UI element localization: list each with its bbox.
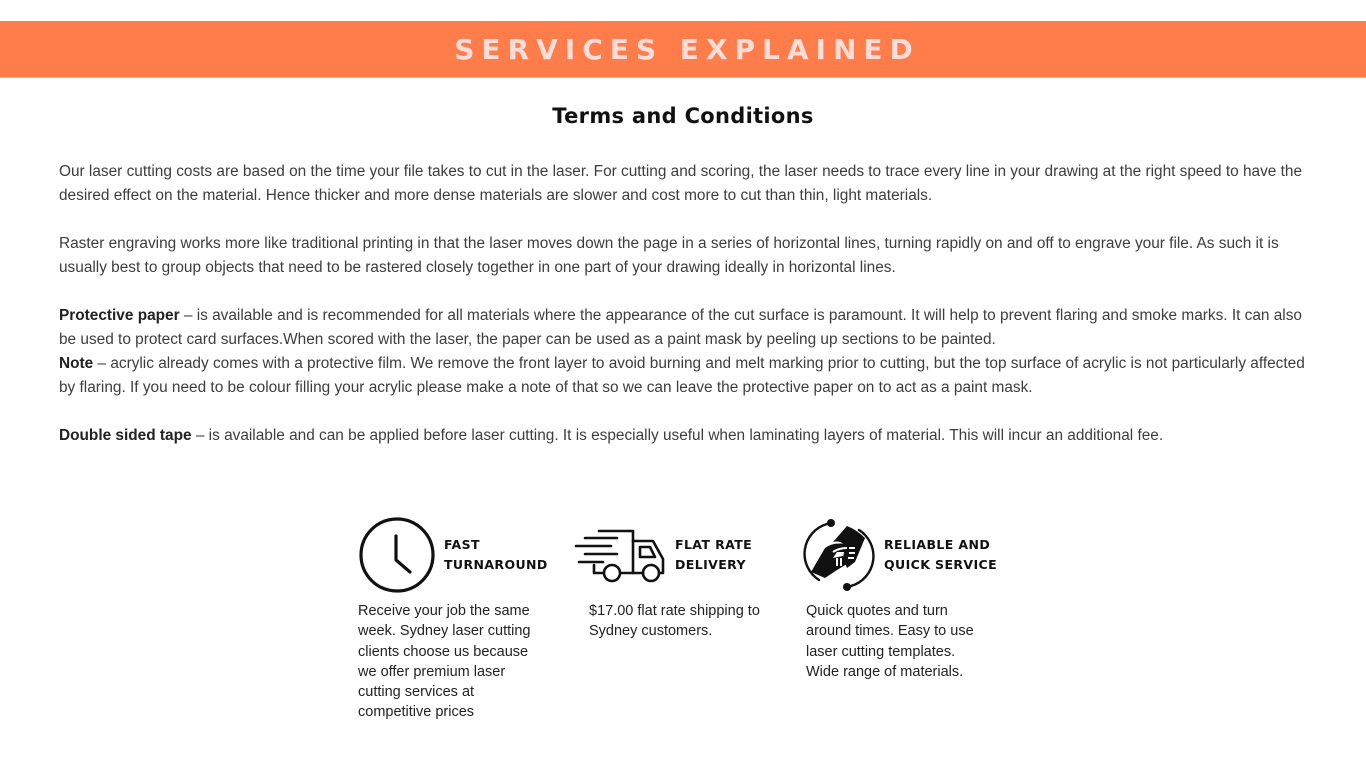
feature-header — [355, 515, 548, 595]
protective-paper-label: Protective paper — [59, 307, 180, 324]
double-sided-tape-text: – is available and can be applied before laser cutting. It is especially useful when laminating layers of material. This will incur an additional fee. — [191, 427, 1164, 444]
feature-reliable-service — [800, 515, 998, 680]
note-text: – acrylic already comes with a protective film. We remove the front layer to avoid burning and melt marking prior to cutting, but the top surface of acrylic is not particularly affected by flaring. If you need to be colour filling your acrylic please make a note of that so we can leave the protective paper on to act as a paint mask. — [59, 355, 1305, 396]
double-sided-tape-label: Double sided tape — [59, 427, 192, 444]
feature-description: Quick quotes and turn around times. Easy to use laser cutting templates. Wide range of materials. — [806, 603, 974, 680]
feature-title — [675, 535, 752, 575]
feature-title — [884, 535, 997, 575]
terms-body — [59, 160, 1309, 448]
feature-title-line: TURNAROUND — [444, 557, 548, 572]
paragraph-cutting-costs: Our laser cutting costs are based on the time your file takes to cut in the laser. For cutting and scoring, the laser needs to trace every line in your drawing at the right speed to have the desired effect on the material. Hence thicker and more dense materials are slower and cost more to cut than thin, light materials. — [59, 163, 1303, 204]
feature-title-line: DELIVERY — [675, 557, 746, 572]
feature-title-line: RELIABLE AND — [884, 537, 991, 552]
feature-header — [573, 515, 752, 595]
header-banner — [0, 21, 1366, 78]
paragraph-spacer — [59, 400, 1309, 424]
clock-icon — [355, 515, 437, 595]
feature-title-line: QUICK SERVICE — [884, 557, 998, 572]
feature-title — [444, 535, 548, 575]
protective-paper-text: – is available and is recommended for all materials where the appearance of the cut surface is paramount. It will help to prevent flaring and smoke marks. It can also be used to protect card surfaces.When scored with the laser, the paper can be used as a paint mask by peeling up sections to be painted. — [59, 307, 1302, 348]
handshake-icon — [800, 515, 878, 595]
feature-title-line: FLAT RATE — [675, 537, 753, 552]
feature-flat-rate-delivery — [573, 515, 760, 640]
page-title: Terms and Conditions — [552, 104, 814, 128]
paragraph-double-sided-tape — [59, 424, 1309, 448]
paragraph-protective-paper — [59, 304, 1309, 352]
paragraph-spacer — [59, 208, 1309, 232]
note-label: Note — [59, 355, 94, 372]
paragraph-spacer — [59, 280, 1309, 304]
paragraph-raster-engraving: Raster engraving works more like traditional printing in that the laser moves down the page in a series of horizontal lines, turning rapidly on and off to engrave your file. As such it is usually best to group objects that need to be rastered closely together in one part of your drawing ideally in horizontal lines. — [59, 235, 1279, 276]
feature-description: Receive your job the same week. Sydney laser cutting clients choose us because we offer premium laser cutting services at competitive prices — [358, 603, 531, 721]
feature-header — [800, 515, 997, 595]
feature-title-line: FAST — [444, 537, 480, 552]
paragraph-note — [59, 352, 1309, 400]
banner-title: SERVICES EXPLAINED — [454, 32, 920, 66]
feature-fast-turnaround — [355, 515, 548, 721]
delivery-truck-icon — [573, 515, 673, 595]
feature-description: $17.00 flat rate shipping to Sydney customers. — [589, 603, 760, 640]
